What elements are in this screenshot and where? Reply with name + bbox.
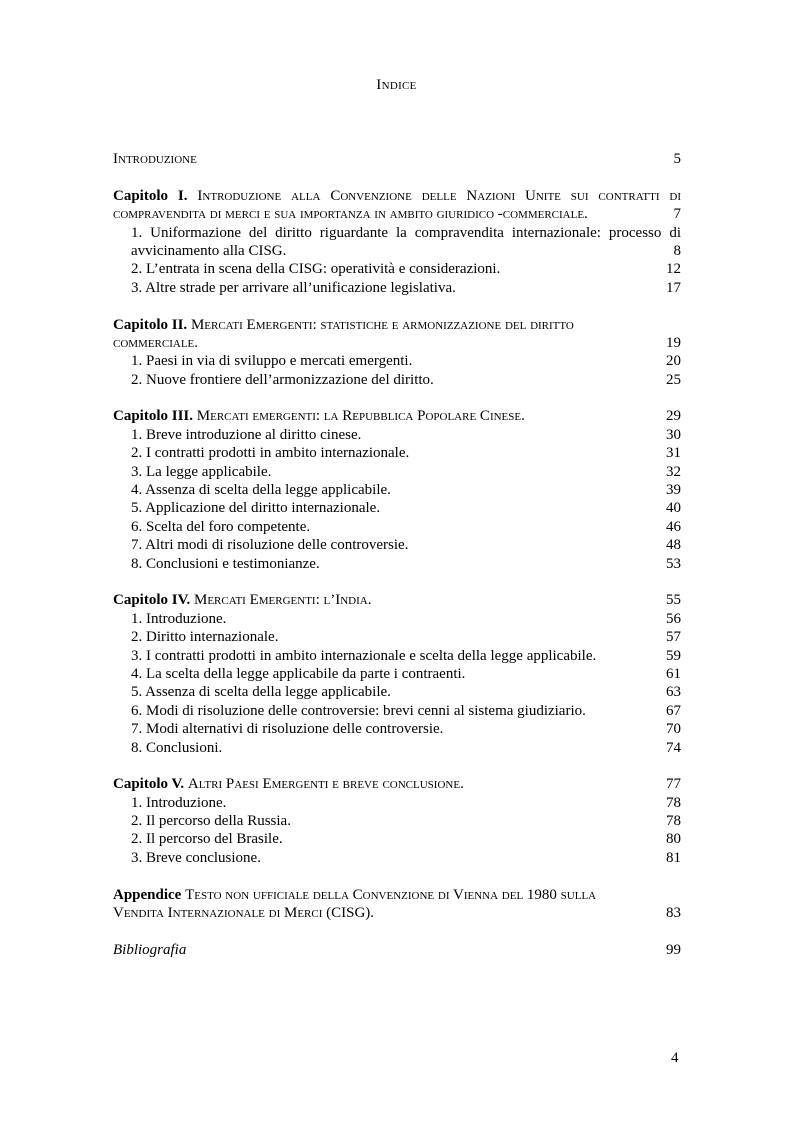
entry-page: 55 xyxy=(666,592,681,609)
toc-sub-entry[interactable] xyxy=(113,499,681,517)
chapter-title: commerciale. xyxy=(113,334,199,351)
entry-label: 1. Introduzione. xyxy=(131,610,227,627)
appendix-heading[interactable] xyxy=(113,886,681,904)
entry-label: 2. L’entrata in scena della CISG: operatività e considerazioni. xyxy=(131,261,501,278)
entry-page: 25 xyxy=(666,371,681,388)
entry-page: 7 xyxy=(673,206,681,223)
entry-label: 5. Applicazione del diritto internazionale. xyxy=(131,500,381,517)
entry-page: 61 xyxy=(666,665,681,682)
entry-label: 7. Modi alternativi di risoluzione delle controversie. xyxy=(131,721,444,738)
toc-sub-entry[interactable] xyxy=(113,610,681,628)
entry-label: 2. Nuove frontiere dell’armonizzazione del diritto. xyxy=(131,371,434,388)
entry-label: 2. I contratti prodotti in ambito internazionale. xyxy=(131,445,410,462)
chapter-title: Introduzione alla Convenzione delle Nazioni Unite sui contratti di xyxy=(197,187,682,204)
toc-entry-bibliografia[interactable] xyxy=(113,941,681,959)
toc-sub-entry[interactable] xyxy=(113,628,681,646)
entry-page: 56 xyxy=(666,610,681,627)
entry-page: 39 xyxy=(666,482,681,499)
entry-page: 12 xyxy=(666,261,681,278)
entry-label: 1. Uniformazione del diritto riguardante la compravendita internazionale: processo di xyxy=(131,224,681,241)
entry-label: 3. La legge applicabile. xyxy=(131,463,272,480)
entry-page: 81 xyxy=(666,849,681,866)
entry-page: 31 xyxy=(666,445,681,462)
entry-page: 78 xyxy=(666,813,681,830)
toc-sub-entry[interactable] xyxy=(113,849,681,867)
page-number: 4 xyxy=(671,1050,679,1066)
entry-page: 46 xyxy=(666,518,681,535)
toc-sub-entry[interactable] xyxy=(113,352,681,370)
entry-page: 59 xyxy=(666,647,681,664)
entry-label: 3. I contratti prodotti in ambito internazionale e scelta della legge applicabile. xyxy=(131,647,597,664)
entry-page: 17 xyxy=(666,279,681,296)
toc-sub-entry[interactable] xyxy=(113,481,681,499)
chapter-2-heading-cont[interactable] xyxy=(113,334,681,352)
entry-label: 2. Diritto internazionale. xyxy=(131,629,279,646)
toc-sub-entry[interactable] xyxy=(113,463,681,481)
entry-page: 29 xyxy=(666,408,681,425)
entry-page: 83 xyxy=(666,905,681,922)
entry-label: Bibliografia xyxy=(113,941,187,958)
chapter-1-heading[interactable] xyxy=(113,187,681,205)
chapter-title: compravendita di merci e sua importanza in ambito giuridico -commerciale. xyxy=(113,206,588,223)
entry-page: 5 xyxy=(673,151,681,167)
entry-label: 6. Scelta del foro competente. xyxy=(131,518,311,535)
entry-label: 2. Il percorso della Russia. xyxy=(131,813,291,830)
appendix-label: Appendice xyxy=(113,886,182,903)
toc-sub-entry[interactable] xyxy=(113,279,681,297)
page-title: Indice xyxy=(376,77,417,93)
chapter-label: Capitolo I. xyxy=(113,187,188,204)
table-of-contents xyxy=(113,150,681,959)
chapter-1-heading-cont[interactable] xyxy=(113,205,681,223)
chapter-title: Mercati Emergenti: statistiche e armonizzazione del diritto xyxy=(190,316,574,333)
entry-label: 2. Il percorso del Brasile. xyxy=(131,831,283,848)
entry-page: 57 xyxy=(666,629,681,646)
chapter-label: Capitolo IV. xyxy=(113,592,191,609)
chapter-4-heading[interactable] xyxy=(113,591,681,609)
toc-sub-entry[interactable] xyxy=(113,830,681,848)
toc-sub-entry[interactable] xyxy=(113,518,681,536)
chapter-label: Capitolo II. xyxy=(113,316,188,333)
entry-page: 30 xyxy=(666,426,681,443)
entry-label: 3. Altre strade per arrivare all’unificazione legislativa. xyxy=(131,279,456,296)
chapter-3-heading[interactable] xyxy=(113,407,681,425)
entry-page: 80 xyxy=(666,831,681,848)
toc-sub-entry[interactable] xyxy=(113,665,681,683)
toc-sub-entry[interactable] xyxy=(113,371,681,389)
toc-sub-entry[interactable] xyxy=(113,555,681,573)
toc-sub-entry[interactable] xyxy=(113,702,681,720)
entry-label: 8. Conclusioni. xyxy=(131,739,223,756)
chapter-5-heading[interactable] xyxy=(113,775,681,793)
entry-label: 8. Conclusioni e testimonianze. xyxy=(131,555,320,572)
appendix-title: Testo non ufficiale della Convenzione di Vienna del 1980 sulla xyxy=(185,886,597,903)
toc-sub-entry[interactable] xyxy=(113,224,681,242)
chapter-2-heading[interactable] xyxy=(113,316,681,334)
entry-page: 77 xyxy=(666,776,681,793)
chapter-title: Mercati emergenti: la Repubblica Popolare Cinese. xyxy=(196,408,525,425)
toc-sub-entry[interactable] xyxy=(113,812,681,830)
entry-page: 20 xyxy=(666,353,681,370)
toc-sub-entry[interactable] xyxy=(113,426,681,444)
entry-page: 63 xyxy=(666,684,681,701)
entry-page: 67 xyxy=(666,702,681,719)
toc-sub-entry-cont[interactable] xyxy=(113,242,681,260)
entry-page: 78 xyxy=(666,794,681,811)
entry-label: 1. Breve introduzione al diritto cinese. xyxy=(131,426,362,443)
entry-page: 19 xyxy=(666,334,681,351)
entry-label: 1. Introduzione. xyxy=(131,794,227,811)
entry-page: 70 xyxy=(666,721,681,738)
entry-label: 4. La scelta della legge applicabile da parte i contraenti. xyxy=(131,665,466,682)
entry-label: 6. Modi di risoluzione delle controversie: brevi cenni al sistema giudiziario. xyxy=(131,702,586,719)
toc-sub-entry[interactable] xyxy=(113,720,681,738)
toc-sub-entry[interactable] xyxy=(113,536,681,554)
entry-page: 53 xyxy=(666,555,681,572)
entry-label: 1. Paesi in via di sviluppo e mercati emergenti. xyxy=(131,353,413,370)
appendix-title: Vendita Internazionale di Merci (CISG). xyxy=(113,905,375,922)
chapter-title: Altri Paesi Emergenti e breve conclusione. xyxy=(187,776,464,793)
entry-label: 4. Assenza di scelta della legge applicabile. xyxy=(131,482,391,499)
entry-label: 7. Altri modi di risoluzione delle controversie. xyxy=(131,537,409,554)
entry-page: 40 xyxy=(666,500,681,517)
appendix-heading-cont[interactable] xyxy=(113,904,681,922)
toc-sub-entry[interactable] xyxy=(113,683,681,701)
toc-sub-entry[interactable] xyxy=(113,260,681,278)
entry-label: 5. Assenza di scelta della legge applicabile. xyxy=(131,684,391,701)
chapter-label: Capitolo III. xyxy=(113,408,194,425)
entry-label: Introduzione xyxy=(113,151,197,167)
entry-page: 8 xyxy=(673,242,681,259)
toc-sub-entry[interactable] xyxy=(113,794,681,812)
toc-sub-entry[interactable] xyxy=(113,444,681,462)
entry-page: 74 xyxy=(666,739,681,756)
chapter-label: Capitolo V. xyxy=(113,776,185,793)
chapter-title: Mercati Emergenti: l’India. xyxy=(194,592,372,609)
entry-label: 3. Breve conclusione. xyxy=(131,849,261,866)
entry-page: 32 xyxy=(666,463,681,480)
entry-page: 48 xyxy=(666,537,681,554)
toc-sub-entry[interactable] xyxy=(113,739,681,757)
toc-sub-entry[interactable] xyxy=(113,647,681,665)
entry-label: avvicinamento alla CISG. xyxy=(131,242,287,259)
toc-entry-introduzione[interactable] xyxy=(113,150,681,168)
entry-page: 99 xyxy=(666,941,681,958)
